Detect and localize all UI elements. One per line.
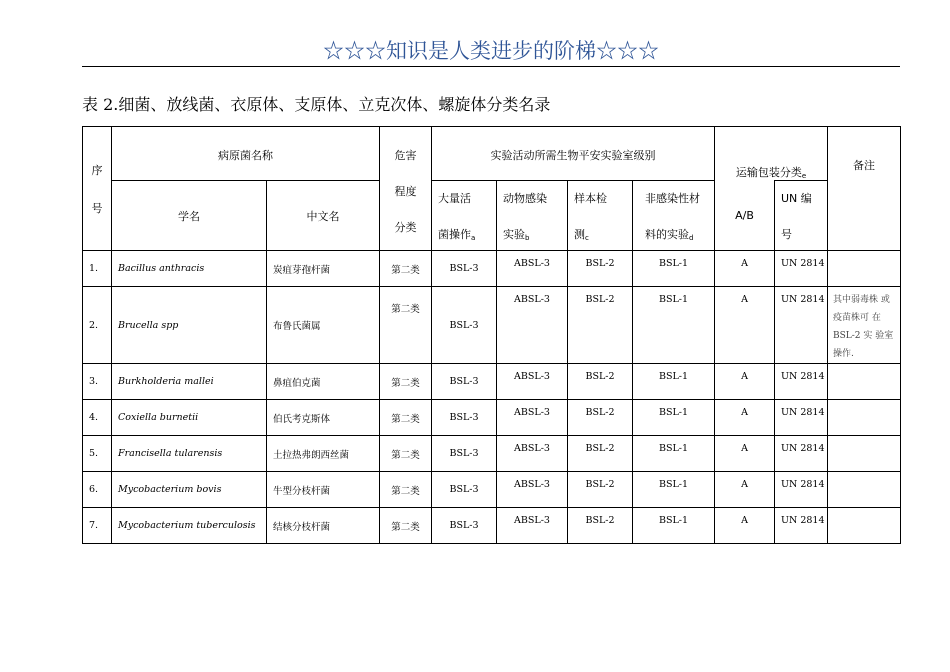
header-animal-2: 实验 <box>503 227 525 241</box>
cell-animal: ABSL-3 <box>497 400 568 436</box>
cell-bulk: BSL-3 <box>432 436 497 472</box>
header-sample-testing <box>568 181 633 251</box>
header-lab-level-text: 实验活动所需生物平安实验室级别 <box>490 149 656 162</box>
header-seq-top: 序 <box>91 163 103 177</box>
cell-un: UN 2814 <box>775 400 828 436</box>
remark-line: BSL-2 实 验室 <box>833 331 894 341</box>
cell-noninf: BSL-1 <box>633 400 715 436</box>
header-ab <box>715 181 775 251</box>
header-animal-infection <box>497 181 568 251</box>
header-transport-text: 运输包装分类 <box>735 166 802 179</box>
cell-sample: BSL-2 <box>568 251 633 287</box>
remark-line: 其中弱毒株 或 <box>833 295 890 305</box>
cell-noninf: BSL-1 <box>633 364 715 400</box>
table-row <box>83 472 901 508</box>
cell-ab: A <box>715 364 775 400</box>
remark-line: 疫苗株可 在 <box>833 313 881 323</box>
header-bulk-1: 大量活 <box>438 191 471 205</box>
header-hazard-3: 分类 <box>394 221 417 234</box>
cell-animal: ABSL-3 <box>497 287 568 364</box>
header-noninfectious <box>633 181 715 251</box>
cell-chinese-name: 牛型分枝杆菌 <box>267 472 380 508</box>
cell-seq: 7. <box>83 508 112 544</box>
cell-bulk: BSL-3 <box>432 472 497 508</box>
cell-remarks <box>828 287 901 364</box>
header-seq <box>83 127 112 251</box>
cell-seq: 3. <box>83 364 112 400</box>
cell-bulk: BSL-3 <box>432 508 497 544</box>
cell-bulk: BSL-3 <box>432 400 497 436</box>
header-chinese-name-text: 中文名 <box>306 209 340 223</box>
header-pathogen-name <box>112 127 380 181</box>
cell-remarks <box>828 508 901 544</box>
cell-animal: ABSL-3 <box>497 472 568 508</box>
header-remarks <box>828 127 901 251</box>
cell-animal: ABSL-3 <box>497 436 568 472</box>
cell-chinese-name: 伯氏考克斯体 <box>267 400 380 436</box>
table-row <box>83 287 901 364</box>
page-header-banner: ☆☆☆知识是人类进步的阶梯☆☆☆ <box>82 36 900 67</box>
header-bulk-2: 菌操作 <box>438 227 471 241</box>
cell-latin-name: Brucella spp <box>112 287 267 364</box>
cell-ab: A <box>715 251 775 287</box>
cell-latin-name: Burkholderia mallei <box>112 364 267 400</box>
cell-un: UN 2814 <box>775 436 828 472</box>
header-sample-1: 样本检 <box>574 191 607 205</box>
cell-hazard: 第二类 <box>380 508 432 544</box>
cell-seq: 5. <box>83 436 112 472</box>
cell-hazard: 第二类 <box>380 287 432 364</box>
cell-latin-name: Mycobacterium bovis <box>112 472 267 508</box>
header-bulk-culture <box>432 181 497 251</box>
table-row <box>83 436 901 472</box>
table-row <box>83 251 901 287</box>
header-animal-note: b <box>525 233 530 242</box>
cell-animal: ABSL-3 <box>497 508 568 544</box>
cell-seq: 6. <box>83 472 112 508</box>
cell-chinese-name: 土拉热弗朗西丝菌 <box>267 436 380 472</box>
cell-sample: BSL-2 <box>568 287 633 364</box>
cell-animal: ABSL-3 <box>497 251 568 287</box>
header-sample-2: 测 <box>574 227 585 241</box>
cell-hazard: 第二类 <box>380 400 432 436</box>
header-hazard-2: 程度 <box>394 185 417 198</box>
cell-ab: A <box>715 287 775 364</box>
header-animal-1: 动物感染 <box>503 191 547 205</box>
cell-remarks <box>828 436 901 472</box>
cell-hazard: 第二类 <box>380 364 432 400</box>
cell-remarks <box>828 364 901 400</box>
cell-seq: 1. <box>83 251 112 287</box>
table-row <box>83 400 901 436</box>
cell-un: UN 2814 <box>775 364 828 400</box>
cell-remarks <box>828 400 901 436</box>
header-un-number <box>775 181 828 251</box>
header-chinese-name <box>267 181 380 251</box>
header-un-2: 号 <box>781 227 792 241</box>
pathogen-classification-table <box>82 126 901 544</box>
cell-animal: ABSL-3 <box>497 364 568 400</box>
cell-sample: BSL-2 <box>568 400 633 436</box>
header-noninf-note: d <box>689 233 694 242</box>
cell-seq: 4. <box>83 400 112 436</box>
cell-sample: BSL-2 <box>568 436 633 472</box>
cell-hazard: 第二类 <box>380 472 432 508</box>
header-hazard-class <box>380 127 432 251</box>
cell-sample: BSL-2 <box>568 472 633 508</box>
header-ab-text: A/B <box>735 208 754 222</box>
cell-noninf: BSL-1 <box>633 508 715 544</box>
cell-noninf: BSL-1 <box>633 287 715 364</box>
cell-chinese-name: 布鲁氏菌属 <box>267 287 380 364</box>
header-un-1: UN 编 <box>781 191 812 205</box>
header-bulk-note: a <box>471 233 476 242</box>
cell-ab: A <box>715 472 775 508</box>
header-lab-level <box>432 127 715 181</box>
cell-chinese-name: 结核分枝杆菌 <box>267 508 380 544</box>
cell-bulk: BSL-3 <box>432 364 497 400</box>
cell-ab: A <box>715 508 775 544</box>
header-transport-note: e <box>801 172 807 180</box>
cell-un: UN 2814 <box>775 251 828 287</box>
cell-hazard: 第二类 <box>380 251 432 287</box>
header-noninf-2: 料的实验 <box>645 227 689 241</box>
cell-ab: A <box>715 400 775 436</box>
cell-sample: BSL-2 <box>568 364 633 400</box>
cell-remarks <box>828 251 901 287</box>
cell-noninf: BSL-1 <box>633 472 715 508</box>
header-remarks-text: 备注 <box>853 159 875 172</box>
table-row <box>83 508 901 544</box>
header-noninf-1: 非感染性材 <box>645 191 700 205</box>
cell-latin-name: Mycobacterium tuberculosis <box>112 508 267 544</box>
cell-remarks <box>828 472 901 508</box>
cell-latin-name: Coxiella burnetii <box>112 400 267 436</box>
cell-un: UN 2814 <box>775 472 828 508</box>
table-row <box>83 364 901 400</box>
header-pathogen-name-text: 病原菌名称 <box>218 149 273 162</box>
cell-seq: 2. <box>83 287 112 364</box>
header-seq-bottom: 号 <box>91 201 103 215</box>
cell-chinese-name: 鼻疽伯克菌 <box>267 364 380 400</box>
cell-ab: A <box>715 436 775 472</box>
cell-noninf: BSL-1 <box>633 251 715 287</box>
header-transport <box>715 127 828 181</box>
cell-latin-name: Bacillus anthracis <box>112 251 267 287</box>
header-sample-note: c <box>585 233 589 242</box>
header-hazard-1: 危害 <box>394 149 417 162</box>
header-latin-name <box>112 181 267 251</box>
remark-line: 操作. <box>833 349 854 359</box>
cell-sample: BSL-2 <box>568 508 633 544</box>
cell-un: UN 2814 <box>775 287 828 364</box>
cell-hazard: 第二类 <box>380 436 432 472</box>
table-caption: 表 2.细菌、放线菌、衣原体、支原体、立克次体、螺旋体分类名录 <box>82 95 551 114</box>
cell-un: UN 2814 <box>775 508 828 544</box>
cell-bulk: BSL-3 <box>432 251 497 287</box>
cell-noninf: BSL-1 <box>633 436 715 472</box>
cell-bulk: BSL-3 <box>432 287 497 364</box>
cell-latin-name: Francisella tularensis <box>112 436 267 472</box>
header-latin-name-text: 学名 <box>178 209 200 223</box>
cell-chinese-name: 炭疽芽孢杆菌 <box>267 251 380 287</box>
